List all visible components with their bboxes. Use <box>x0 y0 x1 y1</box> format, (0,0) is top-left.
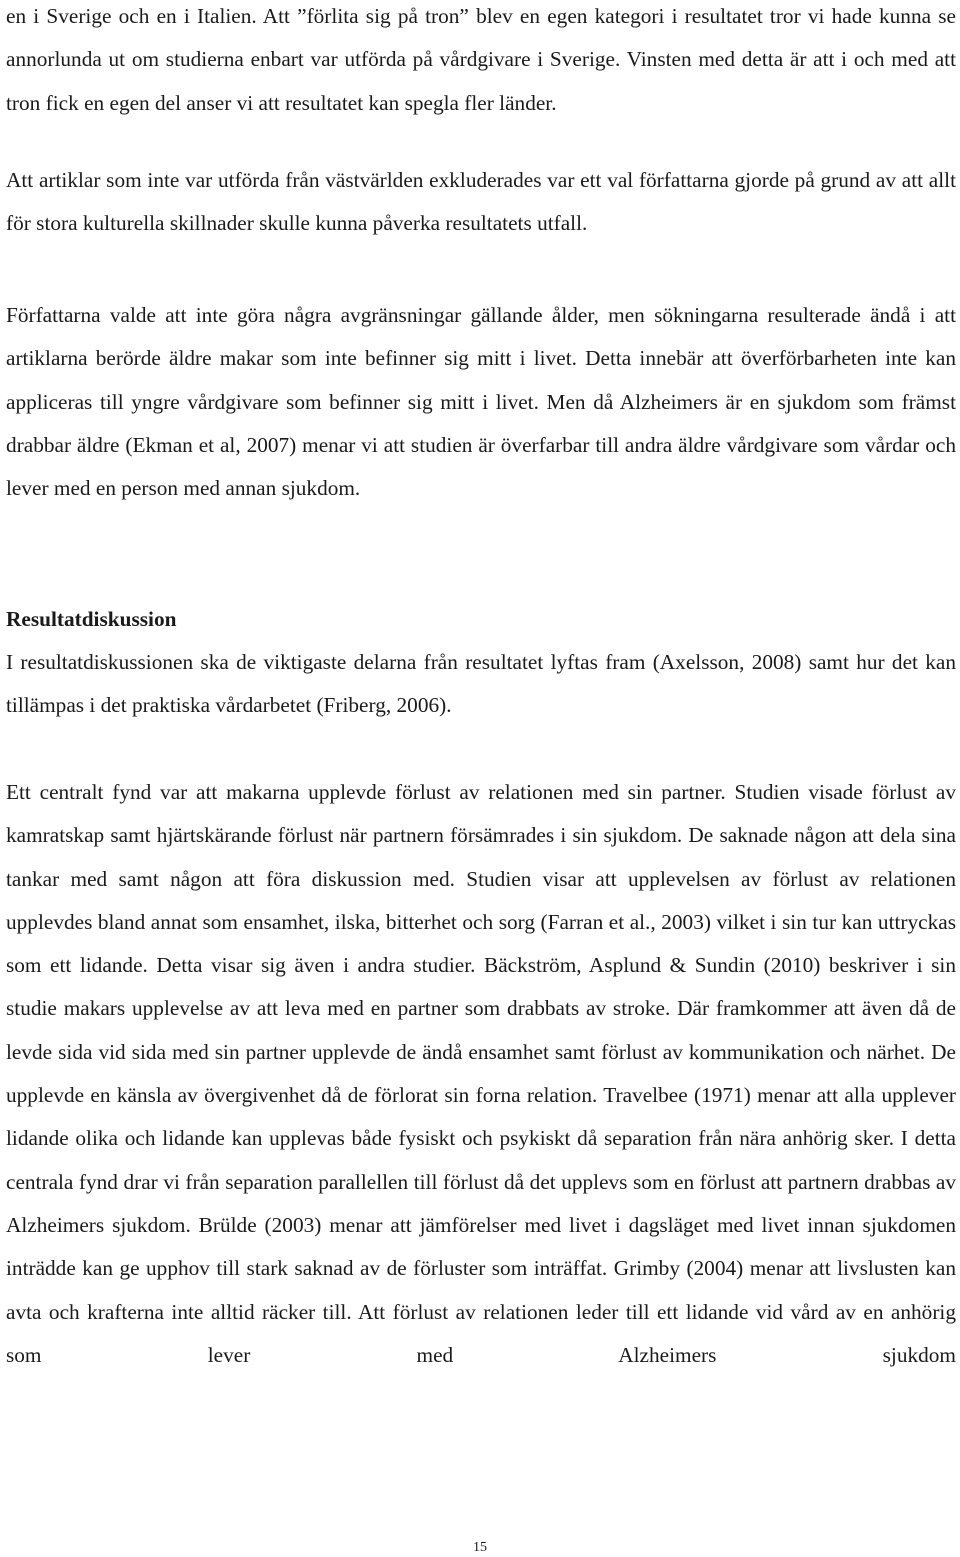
paragraph-western-exclusion: Att artiklar som inte var utförda från västvärlden exkluderades var ett val författarna gjorde på grund av att allt för stora kulturella skillnader skulle kunna påverka resultatets utfall. <box>6 168 956 236</box>
page-number: 15 <box>473 1540 487 1555</box>
paragraph-result-discussion-intro: I resultatdiskussionen ska de viktigaste delarna från resultatet lyftas fram (Axelsson, 2008) samt hur det kan tillämpas i det praktiska vårdarbetet (Friberg, 2006). <box>6 650 956 718</box>
paragraph-method-discussion-faith: en i Sverige och en i Italien. Att ”förlita sig på tron” blev en egen kategori i resultatet tror vi hade kunna se annorlunda ut om studierna enbart var utförda på vårdgivare i Sverige. Vinsten med detta är att i och med att tron fick en egen del anser vi att resultatet kan spegla fler länder. <box>6 4 956 115</box>
paragraph-age-limitations: Författarna valde att inte göra några avgränsningar gällande ålder, men sökningarna resulterade ändå i att artiklarna berörde äldre makar som inte befinner sig mitt i livet. Detta innebär att överförbarheten inte kan appliceras till yngre vårdgivare som befinner sig mitt i livet. Men då Alzheimers är en sjukdom som främst drabbar äldre (Ekman et al, 2007) menar vi att studien är överfarbar till andra äldre vårdgivare som vårdar och lever med en person med annan sjukdom. <box>6 303 956 501</box>
paragraph-central-finding: Ett centralt fynd var att makarna upplevde förlust av relationen med sin partner. Studien visade förlust av kamratskap samt hjärtskärande förlust när partnern försämrades i sin sjukdom. De saknade någon att dela sina tankar med samt någon att föra diskussion med. Studien visar att upplevelsen av förlust av relationen upplevdes bland annat som ensamhet, ilska, bitterhet och sorg (Farran et al., 2003) vilket i sin tur kan uttryckas som ett lidande. Detta visar sig även i andra studier. Bäckström, Asplund & Sundin (2010) beskriver i sin studie makars upplevelse av att leva med en partner som drabbats av stroke. Där framkommer att även då de levde sida vid sida med sin partner upplevde de ändå ensamhet samt förlust av kommunikation och närhet. De upplevde en känsla av övergivenhet då de förlorat sin forna relation. Travelbee (1971) menar att alla upplever lidande olika och lidande kan upplevas både fysiskt och psykiskt då separation från nära anhörig sker. I detta centrala fynd drar vi från separation parallellen till förlust då det upplevs som en förlust att partnern drabbas av Alzheimers sjukdom. Brülde (2003) menar att jämförelser med livet i dagsläget med livet innan sjukdomen inträdde kan ge upphov till stark saknad av de förluster som inträffat. Grimby (2004) menar att livslusten kan avta och krafterna inte alltid räcker till. Att förlust av relationen leder till ett lidande vid vård av en anhörig som lever med Alzheimers sjukdom <box>6 780 956 1367</box>
section-heading-result-discussion: Resultatdiskussion <box>6 607 177 631</box>
